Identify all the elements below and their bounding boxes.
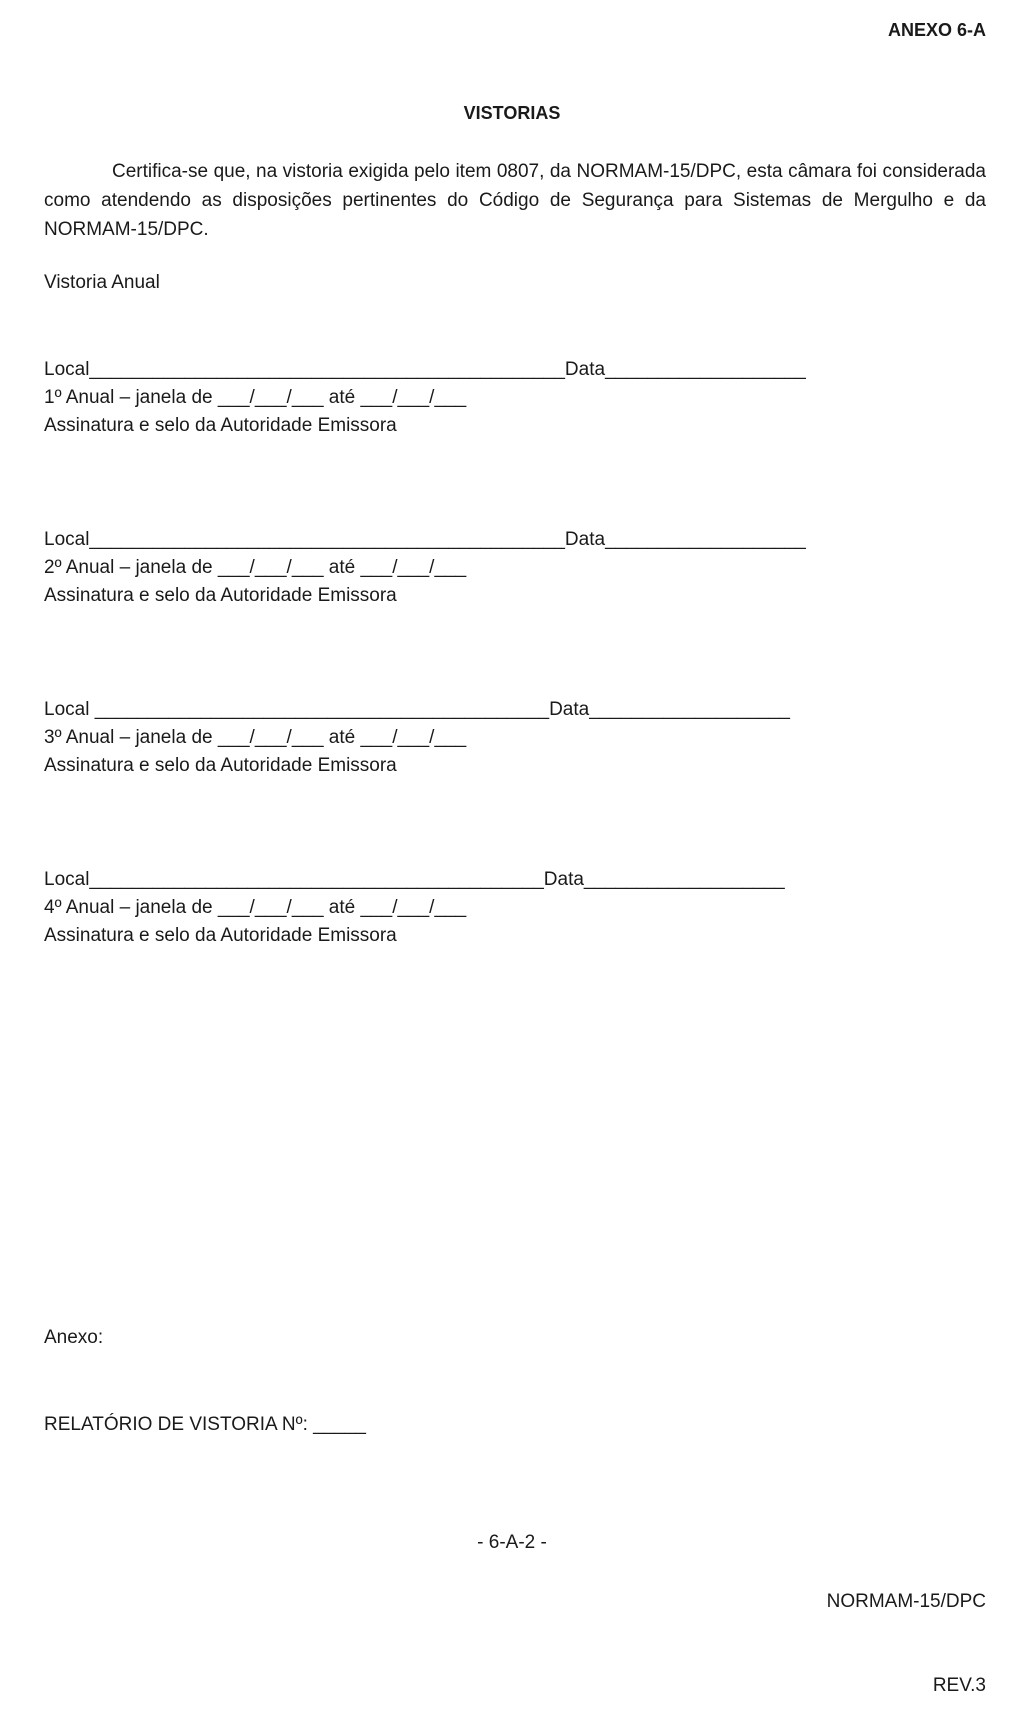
assinatura-line: Assinatura e selo da Autoridade Emissora [44, 415, 397, 436]
page-number: - 6-A-2 - [477, 1532, 547, 1553]
anexo-label: Anexo: [44, 1327, 104, 1348]
janela-line: 1º Anual – janela de ___/___/___ até ___/___/___ [44, 387, 467, 408]
section-label: Vistoria Anual [44, 272, 160, 293]
vistoria-block-1 [44, 356, 944, 440]
anexo-section [44, 1265, 366, 1468]
janela-line: 2º Anual – janela de ___/___/___ até ___/___/___ [44, 557, 467, 578]
vistoria-block-3 [44, 696, 944, 780]
assinatura-line: Assinatura e selo da Autoridade Emissora [44, 925, 397, 946]
footer-norm [827, 1532, 986, 1728]
revision-label: REV.3 [932, 1675, 986, 1696]
janela-line: 4º Anual – janela de ___/___/___ até ___/___/___ [44, 897, 467, 918]
vistoria-block-2 [44, 526, 944, 610]
intro-paragraph: Certifica-se que, na vistoria exigida pelo item 0807, da NORMAM-15/DPC, esta câmara foi considerada como atendendo as disposições pertinentes do Código de Segurança para Sistemas de Mergulho e da NORMAM-15/DPC. [44, 161, 986, 240]
page-title: VISTORIAS [463, 103, 561, 123]
local-data-line: Local_____________________________________________Data___________________ [44, 359, 806, 380]
assinatura-line: Assinatura e selo da Autoridade Emissora [44, 755, 397, 776]
local-data-line: Local ___________________________________________Data___________________ [44, 699, 790, 720]
assinatura-line: Assinatura e selo da Autoridade Emissora [44, 585, 397, 606]
norm-label: NORMAM-15/DPC [826, 1591, 986, 1612]
annex-label: ANEXO 6-A [887, 20, 986, 40]
relatorio-line: RELATÓRIO DE VISTORIA Nº: _____ [44, 1414, 366, 1435]
local-data-line: Local_____________________________________________Data___________________ [44, 529, 806, 550]
local-data-line: Local___________________________________________Data___________________ [44, 869, 785, 890]
janela-line: 3º Anual – janela de ___/___/___ até ___/___/___ [44, 727, 467, 748]
vistoria-block-4 [44, 866, 944, 950]
